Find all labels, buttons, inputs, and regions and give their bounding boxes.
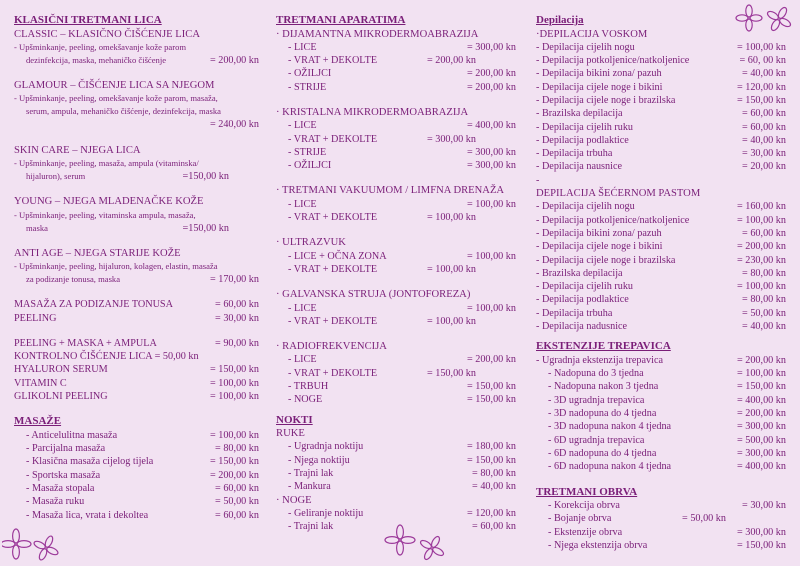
list-item: - LICE = 400,00 kn <box>288 120 516 132</box>
section-heading-nokti: NOKTI <box>276 413 313 426</box>
section-heading-masaze: MASAŽE <box>14 415 62 428</box>
list-item: - STRIJE = 200,00 kn <box>288 81 516 93</box>
treatment-desc: - Upšminkanje, peeling, omekšavanje kože parom <box>14 41 187 52</box>
list-item: - Depilacija bikini zona/ pazuh = 60,00 kn <box>536 227 786 239</box>
treatment-desc: serum, ampula, mehaničko čišćenje, dezinfekcija, maska <box>26 106 221 117</box>
treatment-desc: - Upšminkanje, peeling, omekšavanje kože parom, masaža, <box>14 93 218 104</box>
list-item: - Depilacija podlaktice = 40,00 kn <box>536 134 786 146</box>
list-item: - VRAT + DEKOLTE = 300,00 kn <box>288 133 476 145</box>
treatment-desc: za podizanje tonusa, maska = 170,00 kn <box>26 274 259 286</box>
group-title-kristalna: · KRISTALNA MIKRODERMOABRAZIJA <box>276 106 469 118</box>
list-item: - Masaža ruku = 50,00 kn <box>26 496 259 508</box>
treatment-title-glamour: GLAMOUR – ČIŠĆENJE LICA SA NJEGOM <box>14 79 215 91</box>
list-item: - Depilacija cijelih nogu = 160,00 kn <box>536 201 786 213</box>
list-item: MASAŽA ZA PODIZANJE TONUSA = 60,00 kn <box>14 299 259 311</box>
treatment-desc: hijaluron), serum =150,00 kn <box>26 171 229 183</box>
list-item: - Depilacija trbuha = 50,00 kn <box>536 307 786 319</box>
list-item: - 6D ugradnja trepavica = 500,00 kn <box>548 434 786 446</box>
list-item: HYALURON SERUM = 150,00 kn <box>14 364 259 376</box>
price: =150,00 kn <box>182 171 229 183</box>
list-item: - LICE + OČNA ZONA = 100,00 kn <box>288 250 516 262</box>
flower-icon <box>735 2 795 38</box>
list-item: - LICE = 100,00 kn <box>288 302 516 314</box>
treatment-title-antiage: ANTI AGE – NJEGA STARIJE KOŽE <box>14 247 181 259</box>
list-item: - Ekstenzije obrva = 300,00 kn <box>548 526 786 538</box>
list-item: - OŽILJCI = 300,00 kn <box>288 160 516 172</box>
list-item: - Depilacija nausnice = 20,00 kn <box>536 161 786 173</box>
list-item: - Brazilska depilacija = 80,00 kn <box>536 267 786 279</box>
treatment-desc: - Upšminkanje, peeling, hijaluron, kolagen, elastin, masaža <box>14 261 218 272</box>
list-item: - OŽILJCI = 200,00 kn <box>288 68 516 80</box>
list-item: - Mankura = 40,00 kn <box>288 481 516 493</box>
list-item: - VRAT + DEKOLTE = 100,00 kn <box>288 315 476 327</box>
list-item: PEELING = 30,00 kn <box>14 312 259 324</box>
list-item: - Klasična masaža cijelog tijela = 150,00 kn <box>26 456 259 468</box>
treatment-desc: - Upšminkanje, peeling, masaža, ampula (vitaminska/ <box>14 158 199 169</box>
list-item: VITAMIN C = 100,00 kn <box>14 377 259 389</box>
flower-icon <box>2 522 62 566</box>
list-item: - Depilacija cijele noge i brazilska = 230,00 kn <box>536 254 786 266</box>
treatment-price-row <box>14 118 259 131</box>
group-title-vosak: ·DEPILACIJA VOSKOM <box>536 28 648 40</box>
list-item: - Depilacija cijele noge i bikini = 120,00 kn <box>536 81 786 93</box>
price: = 240,00 kn <box>209 119 259 131</box>
group-title-galvanska: · GALVANSKA STRUJA (JONTOFOREZA) <box>276 289 471 301</box>
list-item: - LICE = 100,00 kn <box>288 198 516 210</box>
list-item: - Depilacija cijelih ruku = 100,00 kn <box>536 281 786 293</box>
flower-icon <box>380 520 450 566</box>
list-item: - Depilacija cijelih nogu = 100,00 kn <box>536 41 786 53</box>
list-item: - Njega ekstenzija obrva = 150,00 kn <box>548 539 786 551</box>
column-aparati <box>276 14 516 534</box>
treatment-title-classic: CLASSIC – KLASIČNO ČIŠĆENJE LICA <box>14 28 200 40</box>
section-heading-aparati: TRETMANI APARATIMA <box>276 14 406 26</box>
list-item: - Anticelulitna masaža = 100,00 kn <box>26 429 259 441</box>
column-facial <box>14 14 259 522</box>
list-item: - 6D nadopuna nakon 4 tjedna = 400,00 kn <box>548 461 786 473</box>
group-title-dijamantna: · DIJAMANTNA MIKRODERMOABRAZIJA <box>276 28 479 40</box>
list-item: - Depilacija cijele noge i brazilska = 150,00 kn <box>536 94 786 106</box>
list-item: - Nadopuna do 3 tjedna = 100,00 kn <box>548 368 786 380</box>
group-title-ultrazvuk: · ULTRAZVUK <box>276 237 346 249</box>
treatment-desc: dezinfekcija, maska, mehaničko čišćenje = 200,00 kn <box>26 54 259 66</box>
list-item: - 6D nadopuna do 4 tjedna = 300,00 kn <box>548 447 786 459</box>
treatment-desc: - Upšminkanje, peeling, vitaminska ampula, masaža, <box>14 209 196 220</box>
section-heading-trepavice: EKSTENZIJE TREPAVICA <box>536 340 671 353</box>
list-item: - LICE = 300,00 kn <box>288 41 516 53</box>
list-item: - 3D ugradnja trepavica = 400,00 kn <box>548 394 786 406</box>
group-title-ruke: RUKE <box>276 428 305 440</box>
list-item: - TRBUH = 150,00 kn <box>288 381 516 393</box>
list-item: - Masaža lica, vrata i dekoltea = 60,00 kn <box>26 509 259 521</box>
list-item: - Depilacija potkoljenice/natkoljenice = 100,00 kn <box>536 214 786 226</box>
treatment-title-young: YOUNG – NJEGA MLADENAČKE KOŽE <box>14 196 204 208</box>
list-item: - Ugradnja ekstenzija trepavica = 200,00 kn <box>536 354 786 366</box>
list-item: - Nadopuna nakon 3 tjedna = 150,00 kn <box>548 381 786 393</box>
treatment-desc: maska =150,00 kn <box>26 222 229 234</box>
list-item: - Trajni lak = 60,00 kn <box>288 521 516 533</box>
treatment-title-skincare: SKIN CARE – NJEGA LICA <box>14 144 141 156</box>
list-item: - Sportska masaža = 200,00 kn <box>26 469 259 481</box>
list-item: - Depilacija cijele noge i bikini = 200,00 kn <box>536 241 786 253</box>
list-item: - Depilacija trbuha = 30,00 kn <box>536 148 786 160</box>
list-item: - Depilacija podlaktice = 80,00 kn <box>536 294 786 306</box>
list-item: - Bojanje obrva = 50,00 kn <box>548 513 726 525</box>
list-item: - Njega noktiju = 150,00 kn <box>288 454 516 466</box>
list-item: - Parcijalna masaža = 80,00 kn <box>26 443 259 455</box>
list-dash: - <box>536 174 540 186</box>
section-heading-depilacija: Depilacija <box>536 14 584 26</box>
list-item: - Depilacija cijelih ruku = 60,00 kn <box>536 121 786 133</box>
list-item: - Ugradnja noktiju = 180,00 kn <box>288 441 516 453</box>
price: =150,00 kn <box>182 222 229 234</box>
section-heading-obrve: TRETMANI OBRVA <box>536 485 638 498</box>
price: = 200,00 kn <box>209 54 259 66</box>
list-item: - Masaža stopala = 60,00 kn <box>26 482 259 494</box>
list-item: - Depilacija nadusnice = 40,00 kn <box>536 321 786 333</box>
list-item: - VRAT + DEKOLTE = 100,00 kn <box>288 212 476 224</box>
list-item: - LICE = 200,00 kn <box>288 354 516 366</box>
list-item: - NOGE = 150,00 kn <box>288 394 516 406</box>
group-title-vakuum: · TRETMANI VAKUUMOM / LIMFNA DRENAŽA <box>276 185 505 197</box>
column-depilacija <box>536 14 786 552</box>
list-item: - Brazilska depilacija = 60,00 kn <box>536 108 786 120</box>
price: = 170,00 kn <box>209 274 259 286</box>
list-item: GLIKOLNI PEELING = 100,00 kn <box>14 391 259 402</box>
list-item: - Depilacija bikini zona/ pazuh = 40,00 kn <box>536 68 786 80</box>
group-title-radio: · RADIOFREKVENCIJA <box>276 341 387 353</box>
group-title-noge: · NOGE <box>276 494 312 506</box>
list-item: - Trajni lak = 80,00 kn <box>288 468 516 480</box>
list-item: - VRAT + DEKOLTE = 100,00 kn <box>288 263 476 275</box>
list-item-kontrolno: KONTROLNO ČIŠĆENJE LICA = 50,00 kn <box>14 351 199 363</box>
list-item: - STRIJE = 300,00 kn <box>288 146 516 158</box>
section-heading-klasicni: KLASIČNI TRETMANI LICA <box>14 14 162 26</box>
list-item: PEELING + MASKA + AMPULA = 90,00 kn <box>14 337 259 349</box>
list-item: - Geliranje noktiju = 120,00 kn <box>288 507 516 519</box>
group-title-pasta: DEPILACIJA ŠEĆERNOM PASTOM <box>536 188 701 200</box>
list-item: - 3D nadopuna nakon 4 tjedna = 300,00 kn <box>548 421 786 433</box>
list-item: - Korekcija obrva = 30,00 kn <box>548 500 786 511</box>
list-item: - Depilacija potkoljenice/natkoljenice = 60, 00 kn <box>536 55 786 67</box>
list-item: - VRAT + DEKOLTE = 150,00 kn <box>288 367 476 379</box>
list-item: - VRAT + DEKOLTE = 200,00 kn <box>288 55 476 67</box>
list-item: - 3D nadopuna do 4 tjedna = 200,00 kn <box>548 408 786 420</box>
